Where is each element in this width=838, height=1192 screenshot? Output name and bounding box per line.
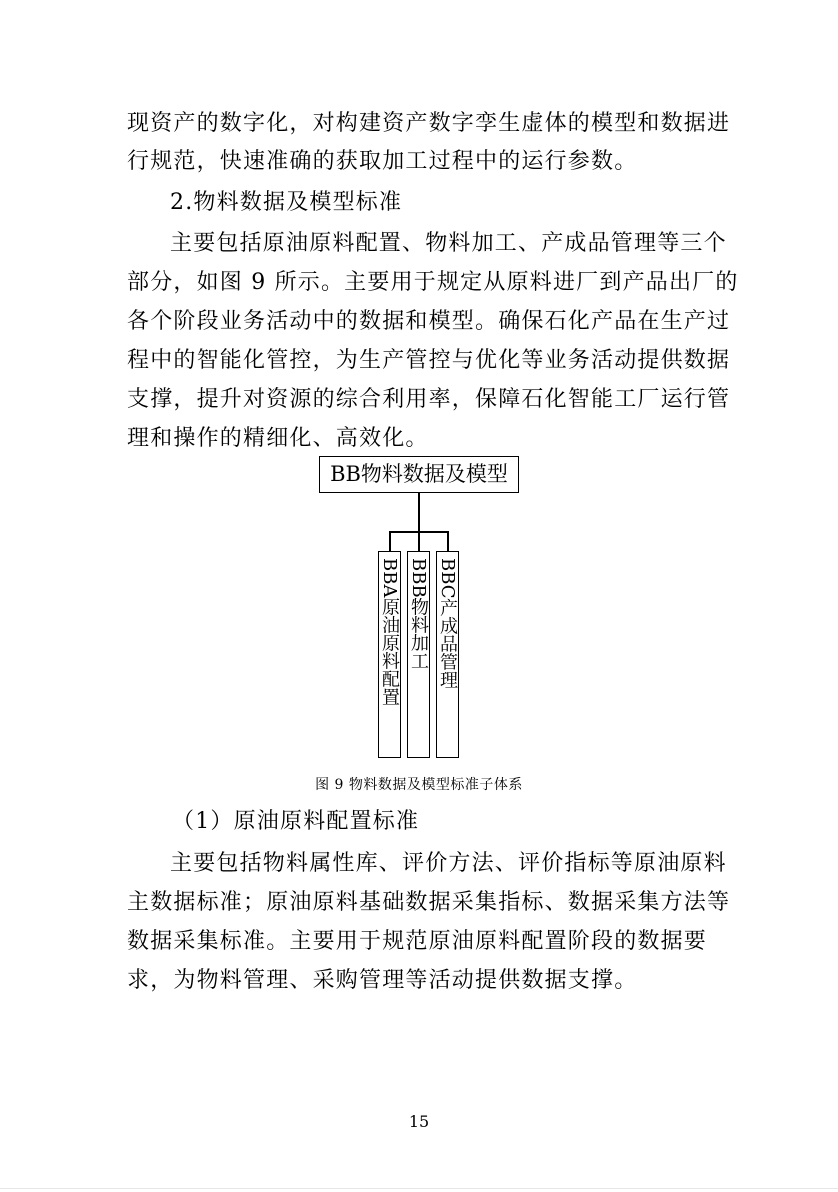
- paragraph-line: 主要包括原油原料配置、物料加工、产成品管理等三个: [170, 231, 727, 256]
- section-heading: 2.物料数据及模型标准: [170, 190, 403, 215]
- paragraph-line: 理和操作的精细化、高效化。: [127, 426, 429, 451]
- paragraph-line: 主要包括物料属性库、评价方法、评价指标等原油原料: [170, 851, 727, 876]
- paragraph-line: 求，为物料管理、采购管理等活动提供数据支撑。: [127, 968, 638, 993]
- diagram-root-box: BB物料数据及模型: [319, 456, 519, 493]
- paragraph-line: 行规范，快速准确的获取加工过程中的运行参数。: [127, 149, 638, 174]
- child-label: BBA原油原料配置: [379, 558, 400, 706]
- paragraph-line: 支撑，提升对资源的综合利用率，保障石化智能工厂运行管: [127, 387, 731, 412]
- paragraph-line: 程中的智能化管控，为生产管控与优化等业务活动提供数据: [127, 348, 731, 373]
- child-label: BBC产成品管理: [437, 558, 458, 689]
- figure-caption: 图 9 物料数据及模型标准子体系: [315, 777, 523, 793]
- diagram-child-box-bbc: [436, 551, 459, 758]
- paragraph-line: 主数据标准；原油原料基础数据采集指标、数据采集方法等: [127, 890, 731, 915]
- connector-vertical: [418, 493, 420, 531]
- connector-middle: [418, 531, 420, 551]
- diagram-child-box-bba: [378, 551, 401, 758]
- paragraph-line: 数据采集标准。主要用于规范原油原料配置阶段的数据要: [127, 929, 708, 954]
- connector-left: [389, 531, 391, 551]
- diagram-child-box-bbb: [407, 551, 430, 758]
- paragraph-line: 现资产的数字化，对构建资产数字孪生虚体的模型和数据进: [127, 111, 731, 136]
- child-label: BBB物料加工: [408, 558, 429, 670]
- paragraph-line: 各个阶段业务活动中的数据和模型。确保石化产品在生产过: [127, 309, 731, 334]
- connector-right: [447, 531, 449, 551]
- page-number: 15: [408, 1112, 430, 1131]
- subheading: （1）原油原料配置标准: [172, 809, 420, 834]
- paragraph-line: 部分，如图 9 所示。主要用于规定从原料进厂到产品出厂的: [127, 270, 739, 295]
- page-bottom-rule: [0, 1188, 838, 1189]
